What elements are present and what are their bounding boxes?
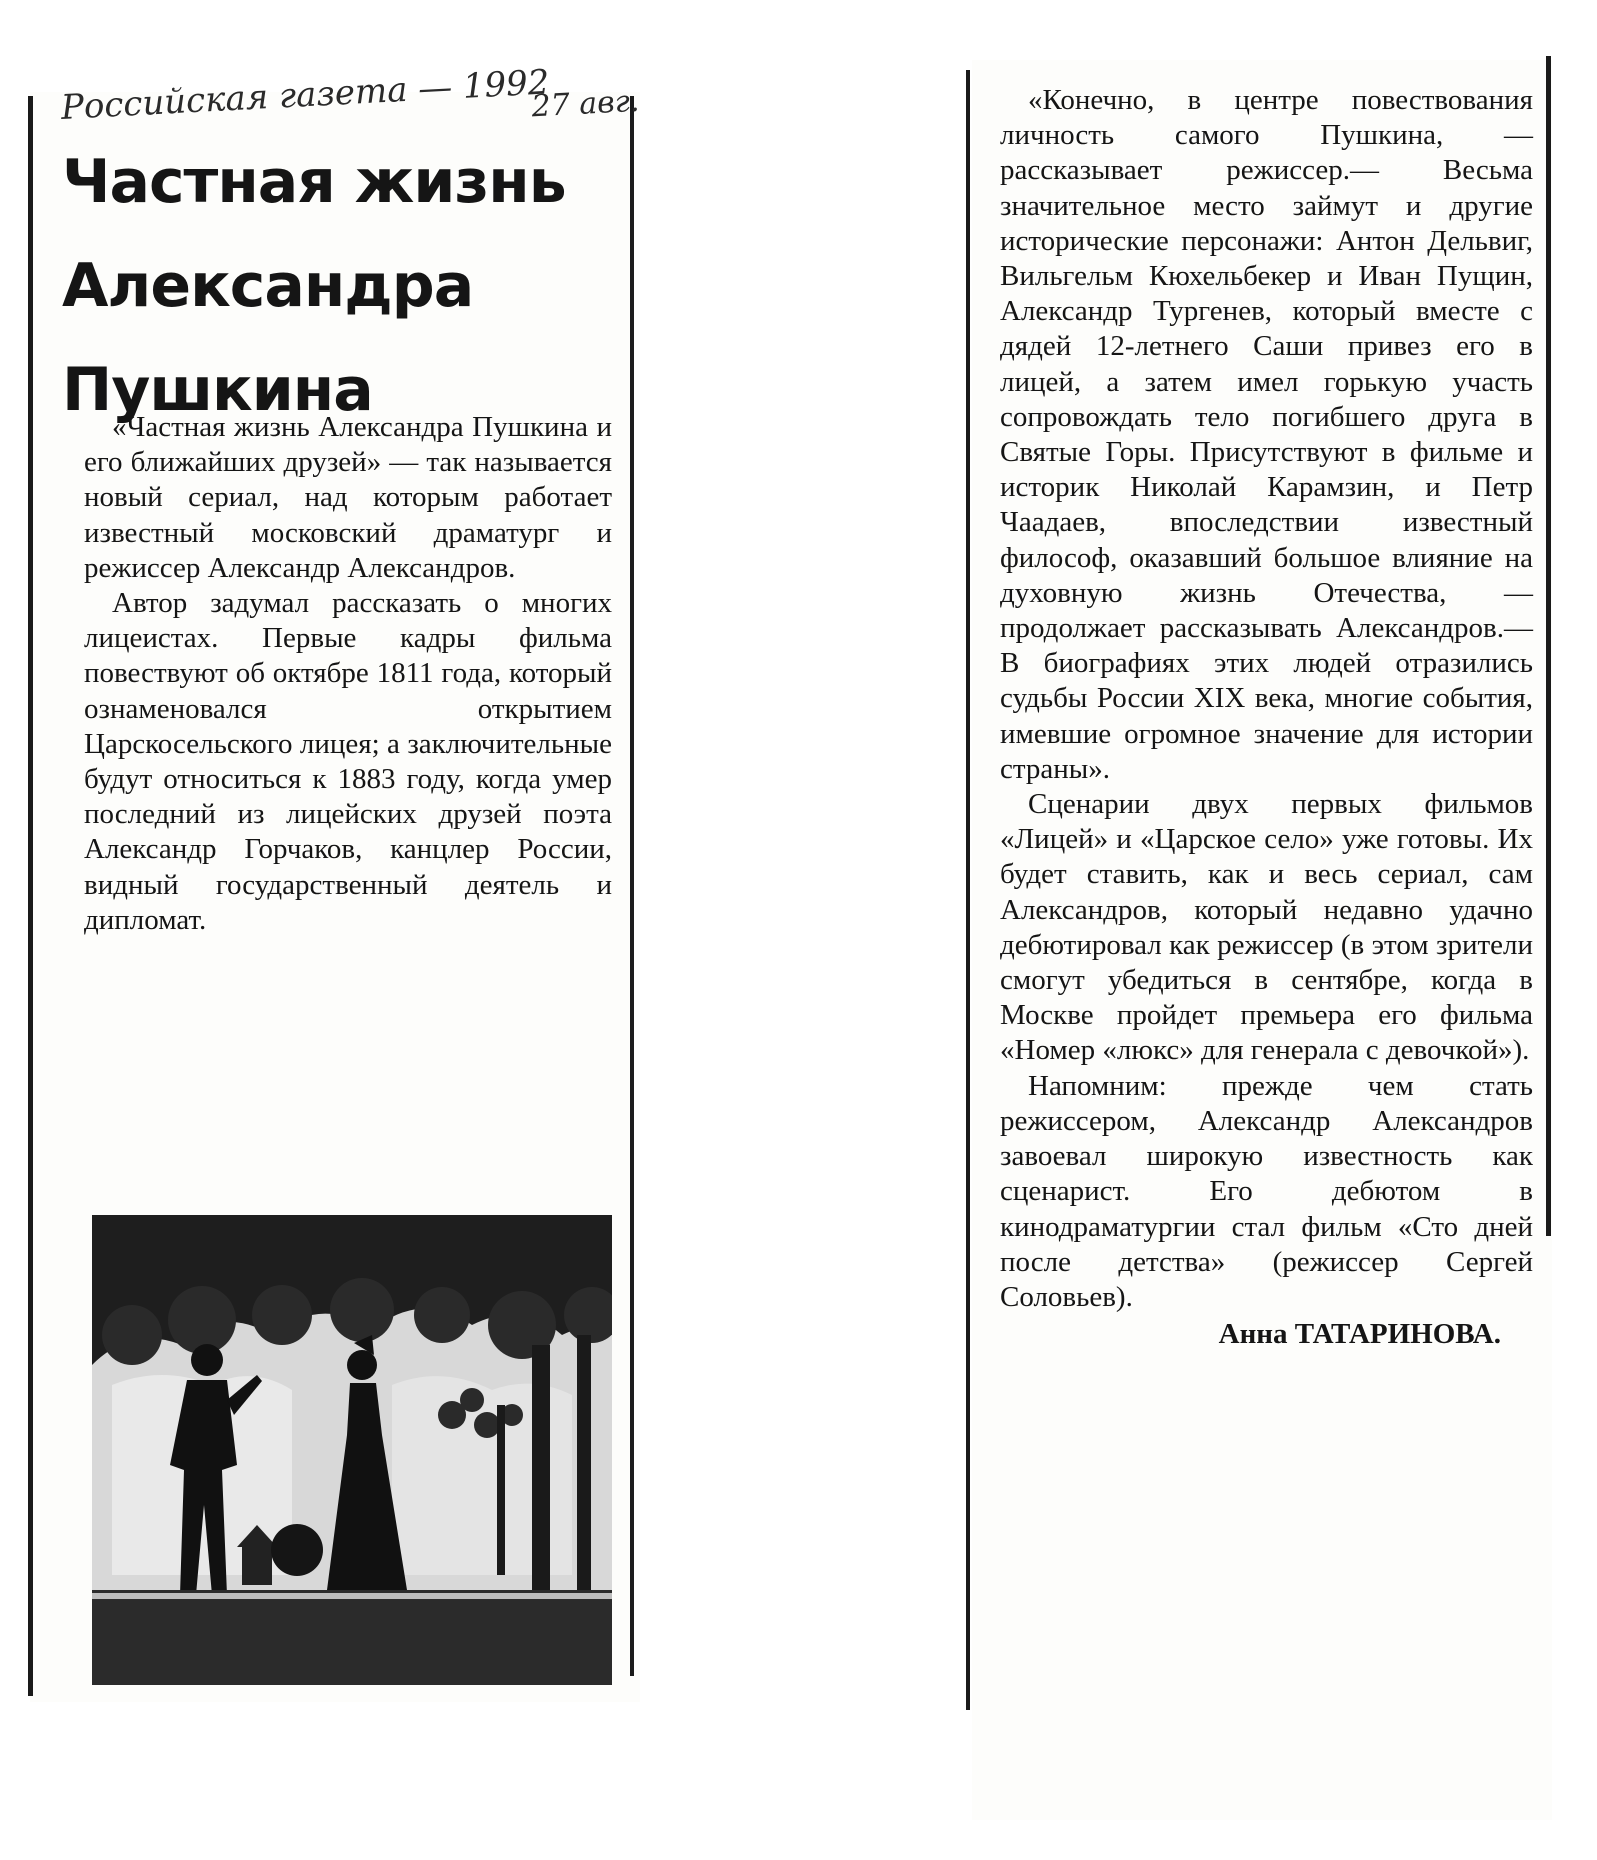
- headline-line-2: Александра: [62, 251, 474, 321]
- headline-line-1: Частная жизнь: [62, 147, 566, 217]
- left-paragraph-1: «Частная жизнь Александра Пушкина и его ближайших друзей» — так называется новый сериал, над которым работает известный московский драматург и режиссер Александр Александров.: [84, 411, 612, 584]
- article-headline: [62, 130, 622, 442]
- right-clipping-border-right: [1546, 56, 1551, 1236]
- silhouette-couple-garden-icon: [92, 1215, 612, 1685]
- left-clipping-border-right: [630, 96, 634, 1676]
- left-paragraph-2: Автор задумал рассказать о многих лицеистах. Первые кадры фильма повествуют об октябре 1811 года, который ознаменовался открытием Царскосельского лицея; а заключительные будут относиться к 1883 году, когда умер последний из лицейских друзей поэта Александр Горчаков, канцлер России, видный государственный деятель и дипломат.: [84, 587, 612, 936]
- right-clipping-border-left: [966, 70, 970, 1710]
- handwritten-newspaper: Российская газета — 1992: [60, 62, 551, 128]
- right-paragraph-3: Напомним: прежде чем стать режиссером, Александр Александров завоевал широкую известность как сценарист. Его дебютом в кинодраматургии стал фильм «Сто дней после детства» (режиссер Сергей Соловьев).: [1000, 1069, 1533, 1313]
- left-clipping-border-left: [28, 96, 33, 1696]
- left-article-column: [84, 410, 612, 938]
- handwritten-date: 27 авг.: [530, 83, 641, 125]
- article-author: Анна ТАТАРИНОВА.: [1218, 1318, 1501, 1351]
- right-article-column: [1000, 83, 1533, 1352]
- headline-line-3: Пушкина: [62, 355, 373, 425]
- right-paragraph-1: «Конечно, в центре повествования личность самого Пушкина, — рассказывает режиссер.— Весьма значительное место займут и другие исторические персонажи: Антон Дельвиг, Вильгельм Кюхельбекер и Иван Пущин, Александр Тургенев, который вместе с дядей 12-летнего Саши привез его в лицей, а затем имел горькую участь сопровождать тело погибшего друга в Святые Горы. Присутствуют в фильме и историк Николай Карамзин, и Петр Чаадаев, впоследствии известный философ, оказавший большое влияние на духовную жизнь Отечества, — продолжает рассказывать Александров.— В биографиях этих людей отразились судьбы России XIX века, многие события, имевшие огромное значение для истории страны».: [1000, 84, 1533, 785]
- right-paragraph-2: Сценарии двух первых фильмов «Лицей» и «Царское село» уже готовы. Их будет ставить, как и весь сериал, сам Александров, который недавно удачно дебютировал как режиссер (в этом зрители смогут убедиться в сентябре, когда в Москве пройдет премьера его фильма «Номер «люкс» для генерала с девочкой»).: [1000, 788, 1533, 1067]
